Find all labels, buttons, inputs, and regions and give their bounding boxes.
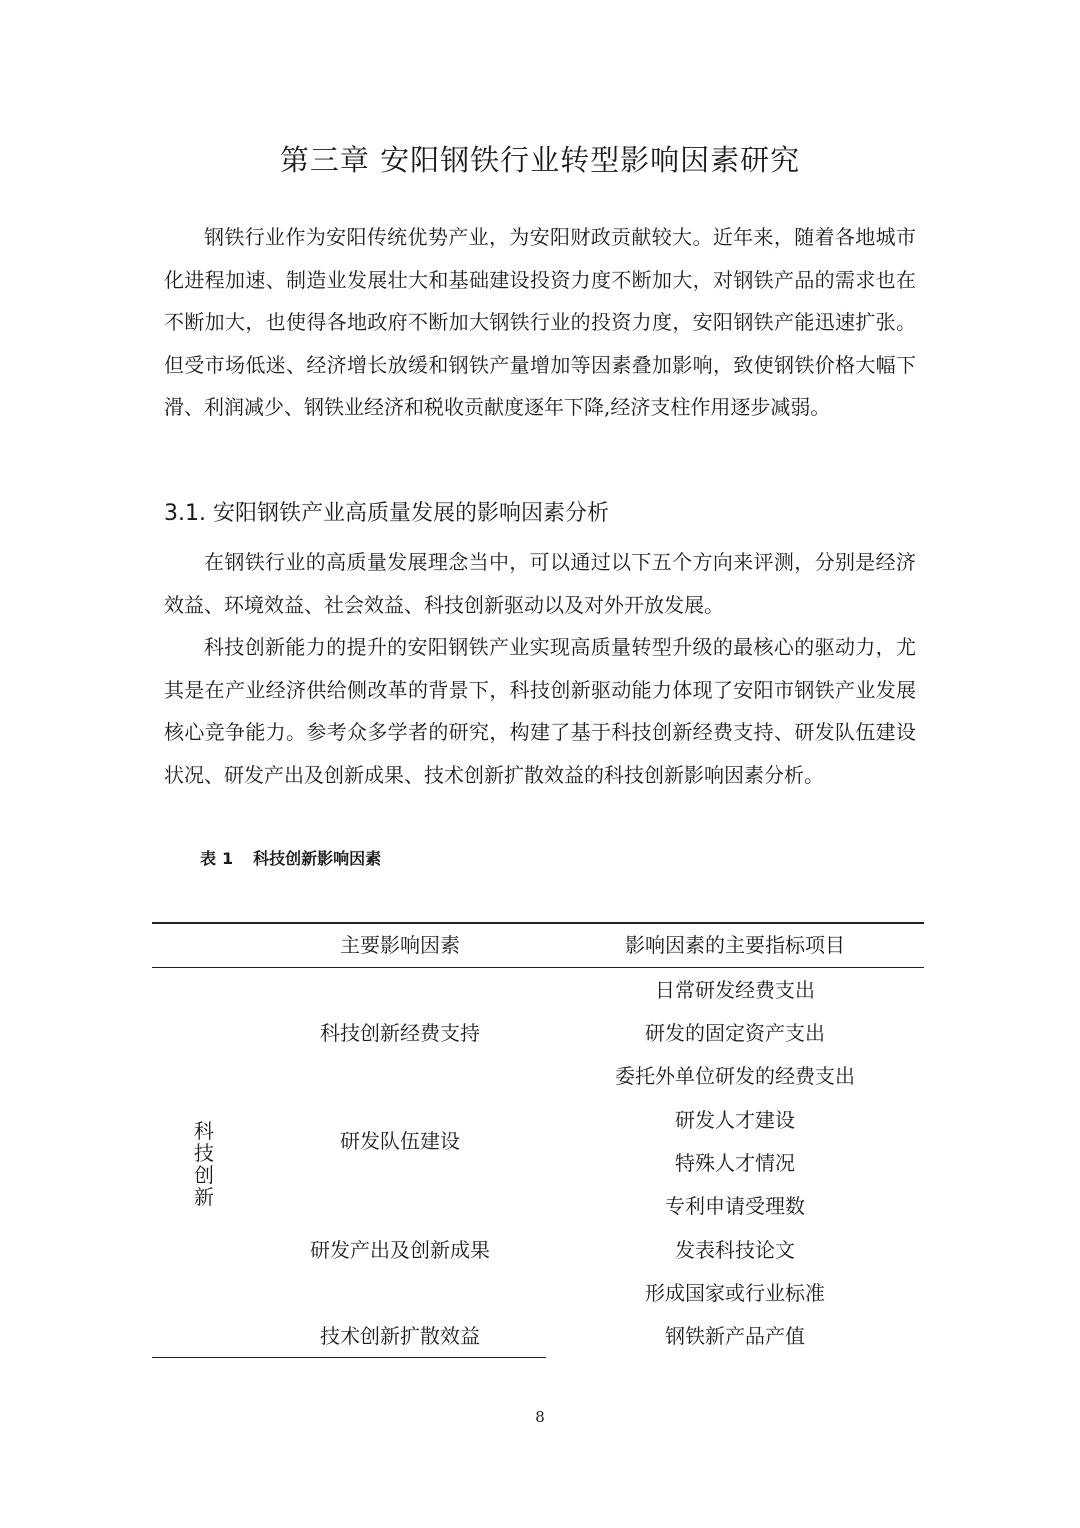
table-factor-cell: 科技创新经费支持 xyxy=(320,1021,480,1045)
table-indicator-cell: 研发的固定资产支出 xyxy=(645,1021,825,1045)
table-indicator-cell: 研发人才建设 xyxy=(675,1108,795,1132)
table-factor-cell: 技术创新扩散效益 xyxy=(320,1324,480,1348)
table-factor-cell: 研发产出及创新成果 xyxy=(310,1238,490,1262)
table-caption-title: 科技创新影响因素 xyxy=(253,849,382,868)
table-top-rule xyxy=(152,922,924,924)
table-header-rule xyxy=(152,967,924,968)
page-number: 8 xyxy=(535,1408,545,1426)
table-indicator-cell: 特殊人才情况 xyxy=(675,1151,795,1175)
table-indicator-cell: 发表科技论文 xyxy=(675,1238,795,1262)
intro-paragraph: 钢铁行业作为安阳传统优势产业，为安阳财政贡献较大。近年来，随着各地城市化进程加速、制造业发展壮大和基础建设投资力度不断加大，对钢铁产品的需求也在不断加大，也使得各地政府不断加大钢铁行业的投资力度，安阳钢铁产能迅速扩张。但受市场低迷、经济增长放缓和钢铁产量增加等因素叠加影响，致使钢铁价格大幅下滑、利润减少、钢铁业经济和税收贡献度逐年下降,经济支柱作用逐步减弱。 xyxy=(164,225,916,419)
table-indicator-cell: 专利申请受理数 xyxy=(665,1194,805,1218)
table-caption xyxy=(200,844,381,874)
table-factor-cell: 研发队伍建设 xyxy=(340,1129,460,1153)
table-category-label: 科技创新 xyxy=(194,1119,214,1209)
chapter-title: 第三章 安阳钢铁行业转型影响因素研究 xyxy=(279,143,801,177)
table-indicator-cell: 委托外单位研发的经费支出 xyxy=(615,1064,855,1088)
innovation-paragraph: 科技创新能力的提升的安阳钢铁产业实现高质量转型升级的最核心的驱动力，尤其是在产业经济供给侧改革的背景下，科技创新驱动能力体现了安阳市钢铁产业发展核心竞争能力。参考众多学者的研究，构建了基于科技创新经费支持、研发队伍建设状况、研发产出及创新成果、技术创新扩散效益的科技创新影响因素分析。 xyxy=(164,635,916,787)
table-header-indicator: 影响因素的主要指标项目 xyxy=(625,933,845,957)
evaluation-paragraph: 在钢铁行业的高质量发展理念当中，可以通过以下五个方向来评测，分别是经济效益、环境效益、社会效益、科技创新驱动以及对外开放发展。 xyxy=(164,550,916,617)
table-caption-label: 表 xyxy=(200,849,217,868)
table-indicator-cell: 形成国家或行业标准 xyxy=(645,1281,825,1305)
table-indicator-cell: 钢铁新产品产值 xyxy=(665,1324,805,1348)
section-title: 3.1. 安阳钢铁产业高质量发展的影响因素分析 xyxy=(164,501,609,526)
table-bottom-rule xyxy=(152,1357,546,1358)
table-indicator-cell: 日常研发经费支出 xyxy=(655,978,815,1002)
table-header-factor: 主要影响因素 xyxy=(340,933,460,957)
table-caption-number: 1 xyxy=(222,849,234,868)
